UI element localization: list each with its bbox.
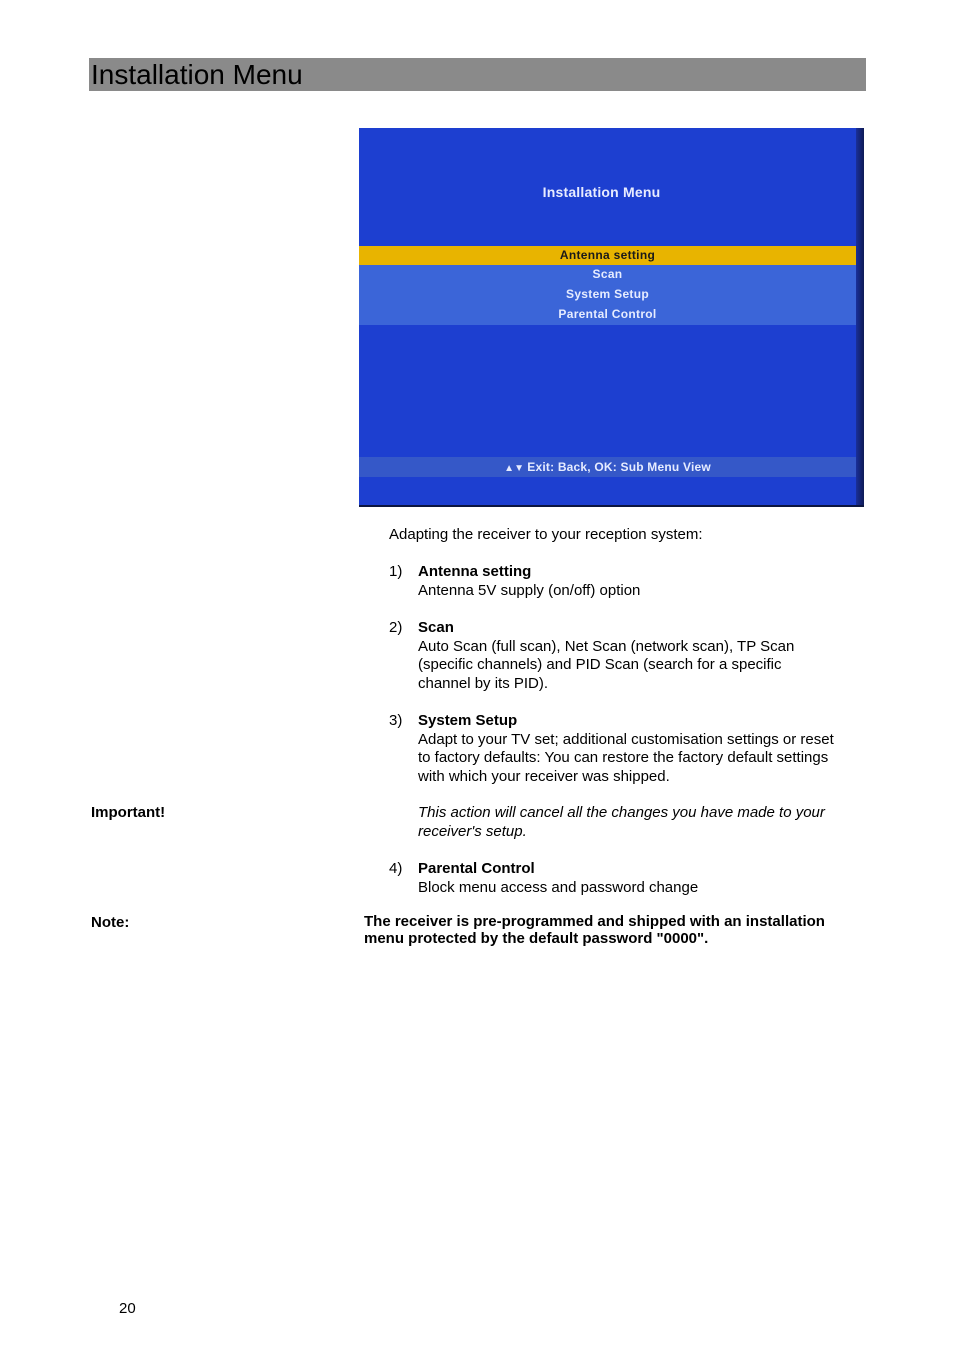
tv-menu-item-system-setup: System Setup [566, 287, 649, 301]
item-line: Adapt to your TV set; additional customisation settings or reset [418, 730, 834, 748]
intro-text: Adapting the receiver to your reception system: [389, 526, 703, 543]
item-title: Antenna setting [418, 563, 532, 580]
item-number-4: 4) [389, 860, 403, 877]
tv-right-edge [856, 128, 864, 507]
note-text [364, 914, 864, 947]
important-line: This action will cancel all the changes you have made to your [418, 804, 825, 821]
item-line: channel by its PID). [418, 674, 549, 692]
tv-menu-item-scan: Scan [592, 267, 623, 281]
tv-bottom-edge [359, 505, 864, 507]
important-line: receiver's setup. [418, 822, 527, 840]
item-number-2: 2) [389, 619, 403, 636]
tv-footer-text: Exit: Back, OK: Sub Menu View [527, 460, 711, 474]
item-number-1: 1) [389, 563, 403, 580]
item-title: System Setup [418, 712, 518, 729]
item-parental-control [418, 860, 868, 897]
item-system-setup [418, 712, 868, 786]
note-line: The receiver is pre-programmed and shipped with an installation [364, 913, 825, 930]
note-label: Note: [91, 914, 130, 931]
item-scan [418, 619, 868, 693]
note-line: menu protected by the default password "0000". [364, 929, 709, 947]
tv-menu-item-antenna-setting: Antenna setting [359, 246, 856, 265]
item-line: with which your receiver was shipped. [418, 767, 670, 785]
tv-screen-image [359, 128, 864, 507]
important-text [418, 804, 868, 841]
item-line: to factory defaults: You can restore the factory default settings [418, 749, 829, 766]
page-number: 20 [119, 1300, 136, 1317]
item-number-3: 3) [389, 712, 403, 729]
important-label: Important! [91, 804, 166, 821]
tv-menu-title: Installation Menu [542, 184, 661, 200]
item-line: Block menu access and password change [418, 878, 699, 896]
item-antenna-setting [418, 563, 868, 600]
page-title: Installation Menu [89, 58, 866, 91]
item-title: Parental Control [418, 860, 535, 877]
tv-menu-footer [359, 457, 856, 477]
item-line: Auto Scan (full scan), Net Scan (network scan), TP Scan [418, 637, 795, 655]
tv-menu-item-parental-control: Parental Control [558, 307, 657, 321]
item-line: (specific channels) and PID Scan (search for a specific [418, 656, 782, 673]
up-down-arrows-icon: ▲▼ [504, 463, 525, 474]
item-title: Scan [418, 619, 454, 636]
item-line: Antenna 5V supply (on/off) option [418, 581, 641, 599]
